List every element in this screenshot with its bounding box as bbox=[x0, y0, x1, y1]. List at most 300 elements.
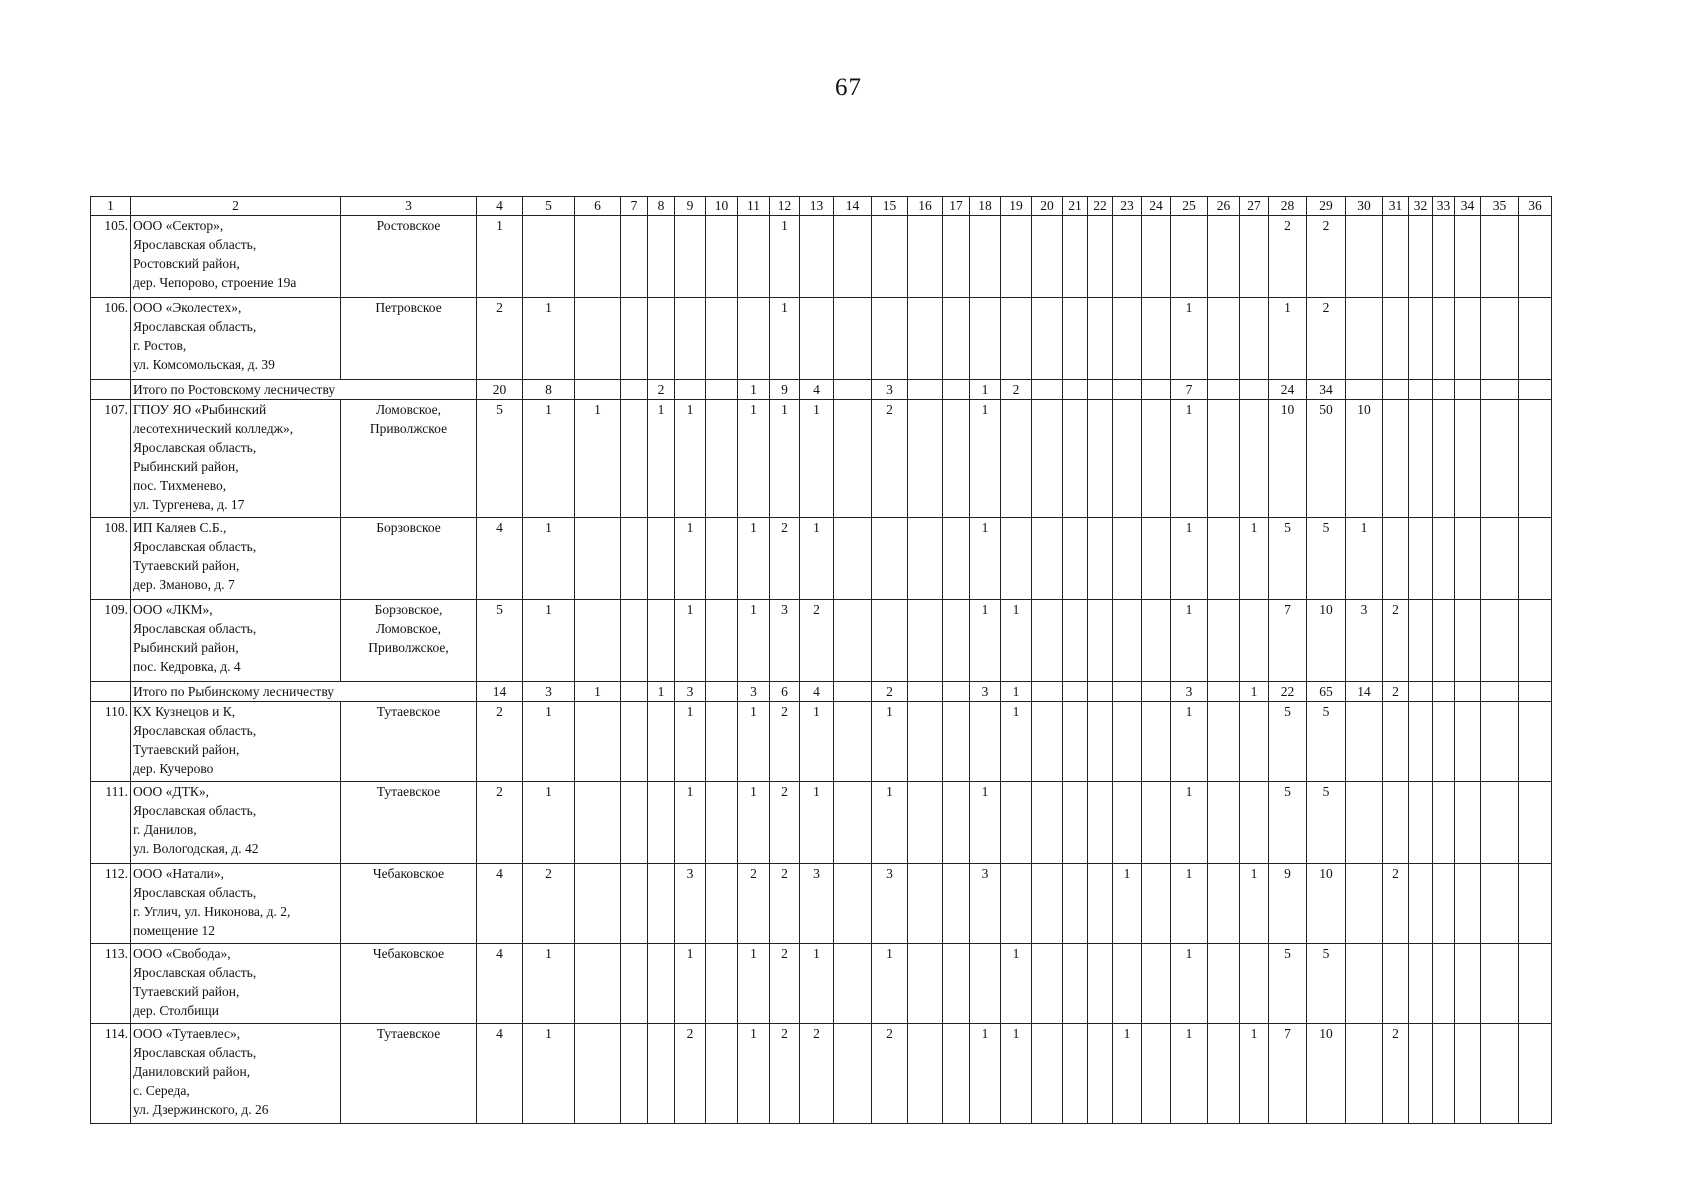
value-cell bbox=[1519, 944, 1552, 1024]
value-cell bbox=[1481, 702, 1519, 782]
value-cell bbox=[621, 600, 648, 682]
value-cell bbox=[1481, 782, 1519, 864]
value-cell: 1 bbox=[800, 400, 834, 518]
column-number: 28 bbox=[1269, 197, 1307, 216]
value-cell: 1 bbox=[523, 518, 575, 600]
value-cell: 10 bbox=[1307, 1024, 1346, 1124]
value-cell bbox=[1519, 600, 1552, 682]
value-cell: 10 bbox=[1346, 400, 1383, 518]
column-number: 4 bbox=[477, 197, 523, 216]
entity-line: ООО «Натали», bbox=[133, 866, 225, 881]
value-cell bbox=[943, 702, 970, 782]
forestry-line: Ломовское, bbox=[375, 402, 442, 417]
entity-cell bbox=[131, 1024, 341, 1124]
row-number bbox=[91, 682, 131, 702]
entity-line: Ярославская область, bbox=[133, 723, 257, 738]
value-cell: 1 bbox=[1001, 944, 1032, 1024]
forestry-line: Приволжское, bbox=[368, 640, 449, 655]
value-cell bbox=[1455, 216, 1481, 298]
value-cell: 1 bbox=[970, 380, 1001, 400]
value-cell: 1 bbox=[738, 400, 770, 518]
value-cell: 3 bbox=[770, 600, 800, 682]
value-cell bbox=[1032, 518, 1063, 600]
value-cell bbox=[1088, 518, 1113, 600]
table-row bbox=[91, 782, 1552, 864]
value-cell bbox=[1346, 864, 1383, 944]
value-cell: 2 bbox=[477, 782, 523, 864]
value-cell bbox=[1409, 518, 1433, 600]
row-number: 113. bbox=[91, 944, 131, 1024]
row-number: 112. bbox=[91, 864, 131, 944]
value-cell bbox=[738, 298, 770, 380]
value-cell: 2 bbox=[770, 944, 800, 1024]
value-cell bbox=[648, 702, 675, 782]
value-cell bbox=[834, 400, 872, 518]
value-cell bbox=[648, 864, 675, 944]
value-cell bbox=[943, 298, 970, 380]
value-cell bbox=[908, 682, 943, 702]
value-cell: 2 bbox=[800, 1024, 834, 1124]
value-cell bbox=[1455, 1024, 1481, 1124]
value-cell bbox=[1063, 782, 1088, 864]
column-number: 3 bbox=[341, 197, 477, 216]
entity-line: Тутаевский район, bbox=[133, 558, 240, 573]
value-cell: 1 bbox=[1113, 1024, 1142, 1124]
value-cell: 3 bbox=[872, 380, 908, 400]
value-cell bbox=[1240, 702, 1269, 782]
value-cell bbox=[834, 782, 872, 864]
value-cell bbox=[575, 216, 621, 298]
value-cell bbox=[1409, 298, 1433, 380]
value-cell bbox=[648, 216, 675, 298]
value-cell: 14 bbox=[477, 682, 523, 702]
value-cell bbox=[1208, 400, 1240, 518]
value-cell bbox=[800, 298, 834, 380]
column-number: 13 bbox=[800, 197, 834, 216]
value-cell bbox=[1383, 298, 1409, 380]
value-cell bbox=[1032, 682, 1063, 702]
value-cell: 2 bbox=[1307, 216, 1346, 298]
entity-line: дер. Столбищи bbox=[133, 1003, 219, 1018]
value-cell: 5 bbox=[477, 600, 523, 682]
value-cell bbox=[648, 600, 675, 682]
value-cell bbox=[1088, 682, 1113, 702]
value-cell bbox=[1433, 864, 1455, 944]
value-cell bbox=[1063, 216, 1088, 298]
value-cell: 6 bbox=[770, 682, 800, 702]
value-cell bbox=[1088, 400, 1113, 518]
table-row bbox=[91, 864, 1552, 944]
column-number: 21 bbox=[1063, 197, 1088, 216]
value-cell: 1 bbox=[1240, 518, 1269, 600]
value-cell bbox=[1032, 216, 1063, 298]
value-cell bbox=[1032, 944, 1063, 1024]
value-cell: 5 bbox=[1307, 702, 1346, 782]
value-cell bbox=[1063, 298, 1088, 380]
value-cell bbox=[1142, 298, 1171, 380]
entity-line: Рыбинский район, bbox=[133, 459, 239, 474]
value-cell bbox=[872, 216, 908, 298]
value-cell: 1 bbox=[648, 400, 675, 518]
column-number: 27 bbox=[1240, 197, 1269, 216]
value-cell: 1 bbox=[1171, 782, 1208, 864]
value-cell bbox=[834, 518, 872, 600]
value-cell bbox=[1113, 298, 1142, 380]
value-cell: 3 bbox=[970, 682, 1001, 702]
forestry-cell bbox=[341, 518, 477, 600]
row-number: 108. bbox=[91, 518, 131, 600]
value-cell: 1 bbox=[1240, 682, 1269, 702]
value-cell bbox=[575, 380, 621, 400]
entity-line: Ярославская область, bbox=[133, 440, 257, 455]
value-cell: 1 bbox=[770, 216, 800, 298]
forestry-line: Тутаевское bbox=[376, 1026, 441, 1041]
value-cell bbox=[1409, 944, 1433, 1024]
value-cell: 1 bbox=[872, 702, 908, 782]
value-cell: 3 bbox=[675, 682, 706, 702]
entity-line: ООО «ДТК», bbox=[133, 784, 209, 799]
row-number: 114. bbox=[91, 1024, 131, 1124]
value-cell bbox=[1481, 944, 1519, 1024]
entity-line: дер. Зманово, д. 7 bbox=[133, 577, 235, 592]
value-cell: 1 bbox=[800, 702, 834, 782]
subtotal-row bbox=[91, 380, 1552, 400]
value-cell bbox=[706, 1024, 738, 1124]
value-cell bbox=[1519, 782, 1552, 864]
column-number: 8 bbox=[648, 197, 675, 216]
value-cell bbox=[621, 298, 648, 380]
value-cell: 1 bbox=[523, 600, 575, 682]
value-cell bbox=[1409, 782, 1433, 864]
report-table bbox=[90, 196, 1552, 1124]
value-cell: 1 bbox=[477, 216, 523, 298]
value-cell: 1 bbox=[1171, 944, 1208, 1024]
value-cell bbox=[943, 400, 970, 518]
value-cell bbox=[1208, 944, 1240, 1024]
value-cell: 3 bbox=[738, 682, 770, 702]
value-cell bbox=[621, 682, 648, 702]
value-cell bbox=[1519, 380, 1552, 400]
value-cell bbox=[1481, 600, 1519, 682]
value-cell: 2 bbox=[477, 298, 523, 380]
value-cell bbox=[1433, 944, 1455, 1024]
value-cell bbox=[1113, 380, 1142, 400]
value-cell: 1 bbox=[800, 782, 834, 864]
value-cell bbox=[1409, 864, 1433, 944]
value-cell bbox=[943, 216, 970, 298]
column-number: 26 bbox=[1208, 197, 1240, 216]
value-cell bbox=[648, 944, 675, 1024]
value-cell bbox=[1240, 600, 1269, 682]
value-cell: 34 bbox=[1307, 380, 1346, 400]
entity-line: Даниловский район, bbox=[133, 1064, 251, 1079]
value-cell bbox=[1063, 380, 1088, 400]
value-cell bbox=[1433, 782, 1455, 864]
value-cell bbox=[1113, 682, 1142, 702]
value-cell: 1 bbox=[1240, 864, 1269, 944]
value-cell bbox=[834, 944, 872, 1024]
value-cell: 1 bbox=[523, 944, 575, 1024]
value-cell bbox=[1481, 400, 1519, 518]
value-cell bbox=[1481, 1024, 1519, 1124]
value-cell bbox=[1481, 518, 1519, 600]
value-cell bbox=[1208, 702, 1240, 782]
value-cell bbox=[1063, 944, 1088, 1024]
value-cell: 3 bbox=[872, 864, 908, 944]
forestry-cell bbox=[341, 782, 477, 864]
value-cell: 1 bbox=[1171, 600, 1208, 682]
table-row bbox=[91, 400, 1552, 518]
value-cell bbox=[1208, 518, 1240, 600]
column-number: 10 bbox=[706, 197, 738, 216]
value-cell bbox=[1433, 682, 1455, 702]
column-number: 12 bbox=[770, 197, 800, 216]
value-cell bbox=[621, 1024, 648, 1124]
entity-line: г. Ростов, bbox=[133, 338, 187, 353]
column-number: 16 bbox=[908, 197, 943, 216]
forestry-line: Тутаевское bbox=[376, 704, 441, 719]
value-cell: 1 bbox=[738, 782, 770, 864]
value-cell: 2 bbox=[770, 1024, 800, 1124]
value-cell bbox=[1240, 216, 1269, 298]
value-cell bbox=[575, 1024, 621, 1124]
value-cell bbox=[1063, 1024, 1088, 1124]
row-number: 109. bbox=[91, 600, 131, 682]
value-cell bbox=[943, 518, 970, 600]
value-cell bbox=[1346, 298, 1383, 380]
entity-cell bbox=[131, 600, 341, 682]
value-cell bbox=[1346, 702, 1383, 782]
value-cell bbox=[1455, 944, 1481, 1024]
value-cell bbox=[1409, 1024, 1433, 1124]
value-cell: 2 bbox=[675, 1024, 706, 1124]
table-row bbox=[91, 702, 1552, 782]
value-cell: 1 bbox=[675, 702, 706, 782]
value-cell: 4 bbox=[477, 1024, 523, 1124]
value-cell: 9 bbox=[1269, 864, 1307, 944]
value-cell bbox=[1088, 600, 1113, 682]
value-cell bbox=[1142, 600, 1171, 682]
value-cell bbox=[621, 944, 648, 1024]
value-cell bbox=[1383, 782, 1409, 864]
value-cell bbox=[1519, 400, 1552, 518]
value-cell bbox=[1409, 380, 1433, 400]
value-cell: 7 bbox=[1269, 1024, 1307, 1124]
value-cell bbox=[1409, 216, 1433, 298]
value-cell bbox=[1346, 380, 1383, 400]
value-cell bbox=[706, 400, 738, 518]
entity-line: ИП Каляев С.Б., bbox=[133, 520, 227, 535]
row-number: 106. bbox=[91, 298, 131, 380]
value-cell: 1 bbox=[1171, 702, 1208, 782]
column-number: 24 bbox=[1142, 197, 1171, 216]
value-cell bbox=[834, 702, 872, 782]
value-cell bbox=[1346, 782, 1383, 864]
value-cell: 2 bbox=[872, 682, 908, 702]
entity-line: Ростовский район, bbox=[133, 256, 240, 271]
value-cell: 5 bbox=[477, 400, 523, 518]
value-cell: 8 bbox=[523, 380, 575, 400]
value-cell: 3 bbox=[1171, 682, 1208, 702]
value-cell bbox=[1240, 298, 1269, 380]
value-cell bbox=[908, 400, 943, 518]
value-cell bbox=[1063, 600, 1088, 682]
value-cell: 1 bbox=[1171, 518, 1208, 600]
value-cell bbox=[706, 518, 738, 600]
value-cell bbox=[1208, 600, 1240, 682]
value-cell: 5 bbox=[1307, 518, 1346, 600]
entity-cell bbox=[131, 782, 341, 864]
value-cell bbox=[943, 380, 970, 400]
entity-cell bbox=[131, 298, 341, 380]
entity-line: ул. Тургенева, д. 17 bbox=[133, 497, 245, 512]
value-cell: 2 bbox=[648, 380, 675, 400]
value-cell: 2 bbox=[738, 864, 770, 944]
forestry-cell bbox=[341, 400, 477, 518]
value-cell bbox=[706, 600, 738, 682]
value-cell: 1 bbox=[800, 518, 834, 600]
value-cell bbox=[1208, 782, 1240, 864]
value-cell bbox=[1001, 216, 1032, 298]
value-cell bbox=[908, 518, 943, 600]
value-cell: 1 bbox=[675, 400, 706, 518]
value-cell bbox=[706, 298, 738, 380]
value-cell: 1 bbox=[738, 944, 770, 1024]
value-cell: 1 bbox=[770, 400, 800, 518]
value-cell: 2 bbox=[800, 600, 834, 682]
value-cell bbox=[1346, 944, 1383, 1024]
value-cell bbox=[1208, 298, 1240, 380]
value-cell bbox=[943, 682, 970, 702]
value-cell bbox=[1519, 1024, 1552, 1124]
column-number: 29 bbox=[1307, 197, 1346, 216]
value-cell: 1 bbox=[1113, 864, 1142, 944]
value-cell: 1 bbox=[738, 1024, 770, 1124]
value-cell bbox=[800, 216, 834, 298]
value-cell: 2 bbox=[872, 400, 908, 518]
column-number: 34 bbox=[1455, 197, 1481, 216]
value-cell bbox=[1113, 216, 1142, 298]
value-cell: 1 bbox=[575, 400, 621, 518]
value-cell bbox=[1063, 702, 1088, 782]
value-cell bbox=[970, 702, 1001, 782]
value-cell bbox=[1142, 1024, 1171, 1124]
value-cell: 2 bbox=[1383, 682, 1409, 702]
value-cell bbox=[1001, 782, 1032, 864]
value-cell: 1 bbox=[970, 400, 1001, 518]
value-cell bbox=[1208, 1024, 1240, 1124]
entity-line: пос. Тихменево, bbox=[133, 478, 227, 493]
value-cell bbox=[575, 600, 621, 682]
entity-line: Ярославская область, bbox=[133, 539, 257, 554]
value-cell bbox=[970, 216, 1001, 298]
value-cell bbox=[834, 600, 872, 682]
entity-line: дер. Кучерово bbox=[133, 761, 214, 776]
forestry-cell bbox=[341, 1024, 477, 1124]
value-cell bbox=[1346, 1024, 1383, 1124]
table-row bbox=[91, 518, 1552, 600]
value-cell bbox=[675, 380, 706, 400]
value-cell bbox=[523, 216, 575, 298]
forestry-line: Борзовское bbox=[376, 520, 441, 535]
value-cell bbox=[1455, 380, 1481, 400]
entity-line: Ярославская область, bbox=[133, 319, 257, 334]
value-cell bbox=[1433, 216, 1455, 298]
value-cell: 2 bbox=[1269, 216, 1307, 298]
column-number: 32 bbox=[1409, 197, 1433, 216]
value-cell bbox=[1142, 702, 1171, 782]
value-cell bbox=[908, 1024, 943, 1124]
value-cell bbox=[1208, 864, 1240, 944]
entity-line: ООО «Тутаевлес», bbox=[133, 1026, 241, 1041]
value-cell: 1 bbox=[523, 1024, 575, 1124]
entity-line: г. Углич, ул. Никонова, д. 2, bbox=[133, 904, 291, 919]
value-cell bbox=[1383, 216, 1409, 298]
value-cell bbox=[1383, 400, 1409, 518]
entity-cell bbox=[131, 400, 341, 518]
forestry-cell bbox=[341, 944, 477, 1024]
value-cell bbox=[1032, 782, 1063, 864]
value-cell bbox=[1113, 782, 1142, 864]
entity-line: ул. Дзержинского, д. 26 bbox=[133, 1102, 269, 1117]
value-cell bbox=[908, 216, 943, 298]
forestry-line: Борзовское, bbox=[374, 602, 443, 617]
value-cell bbox=[1113, 400, 1142, 518]
value-cell bbox=[1481, 682, 1519, 702]
value-cell: 1 bbox=[1001, 600, 1032, 682]
value-cell bbox=[834, 864, 872, 944]
value-cell: 1 bbox=[1001, 1024, 1032, 1124]
value-cell bbox=[648, 518, 675, 600]
value-cell: 10 bbox=[1307, 864, 1346, 944]
entity-line: Ярославская область, bbox=[133, 621, 257, 636]
value-cell bbox=[908, 944, 943, 1024]
value-cell: 3 bbox=[1346, 600, 1383, 682]
entity-cell bbox=[131, 944, 341, 1024]
entity-line: пос. Кедровка, д. 4 bbox=[133, 659, 241, 674]
value-cell: 65 bbox=[1307, 682, 1346, 702]
value-cell bbox=[1409, 400, 1433, 518]
value-cell: 1 bbox=[1171, 298, 1208, 380]
row-number: 111. bbox=[91, 782, 131, 864]
value-cell: 5 bbox=[1307, 944, 1346, 1024]
value-cell bbox=[1455, 600, 1481, 682]
value-cell bbox=[1481, 298, 1519, 380]
column-number: 23 bbox=[1113, 197, 1142, 216]
page-number: 67 bbox=[835, 74, 862, 101]
value-cell bbox=[1142, 380, 1171, 400]
forestry-line: Тутаевское bbox=[376, 784, 441, 799]
value-cell: 1 bbox=[523, 782, 575, 864]
value-cell bbox=[1433, 518, 1455, 600]
value-cell: 1 bbox=[1001, 702, 1032, 782]
value-cell bbox=[575, 864, 621, 944]
value-cell: 1 bbox=[523, 298, 575, 380]
entity-line: КХ Кузнецов и К, bbox=[133, 704, 236, 719]
value-cell bbox=[834, 298, 872, 380]
value-cell bbox=[834, 682, 872, 702]
value-cell bbox=[1032, 702, 1063, 782]
column-number: 20 bbox=[1032, 197, 1063, 216]
value-cell: 5 bbox=[1269, 944, 1307, 1024]
column-number: 6 bbox=[575, 197, 621, 216]
value-cell bbox=[1409, 682, 1433, 702]
value-cell: 4 bbox=[800, 682, 834, 702]
value-cell: 3 bbox=[970, 864, 1001, 944]
value-cell bbox=[1409, 600, 1433, 682]
value-cell: 1 bbox=[675, 600, 706, 682]
value-cell bbox=[1063, 400, 1088, 518]
